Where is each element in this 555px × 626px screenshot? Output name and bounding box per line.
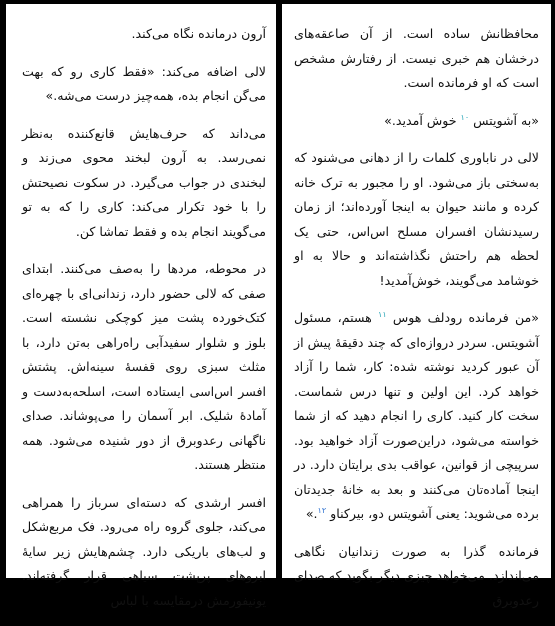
paragraph: افسر ارشدی که دسته‌ای سرباز را همراهی می‌کند، جلوی گروه راه می‌رود. فک مربع‌شکل و لب‌های باریکی دارد. چشم‌هایش زیر سایهٔ ابروهای پرپشت سیاهی قرار گرفته‌اند. یونیفورمش درمقایسه با لباس	[22, 494, 266, 608]
paragraph: محافظانش ساده است. از آن صاعقه‌های درخشان هم خبری نیست. از رفتارش مشخص است که او فرمانده است.	[294, 26, 539, 90]
text-run: «به آشویتس	[469, 112, 539, 128]
text-run: خوش آمدید.»	[384, 112, 461, 128]
paragraph	[294, 306, 539, 527]
right-page-text	[294, 22, 539, 626]
right-page	[282, 4, 551, 608]
text-run: .»	[305, 506, 318, 521]
left-page	[6, 4, 276, 608]
footnote-ref[interactable]: ۱۰	[460, 112, 470, 122]
paragraph	[294, 109, 539, 134]
footnote-ref[interactable]: ۱۲	[317, 505, 327, 515]
paragraph: می‌داند که حرف‌هایش قانع‌کننده به‌نظر نمی‌رسد. به آرون لبخند محوی می‌زند و لبخندی در جواب می‌گیرد. در سکوت نصیحتش را با خود تکرار می‌کند: کاری را که به تو می‌گویند انجام بده و فقط تماشا کن.	[22, 125, 266, 239]
paragraph: در محوطه، مردها را به‌صف می‌کنند. ابتدای صفی که لالی حضور دارد، زندانی‌ای با چهره‌ای کتک‌خورده پشت میز کوچکی نشسته است. بلوز و شلوار سفیدآبی راه‌راهی به‌تن دارد، با مثلث سبزی روی قفسهٔ سینه‌اش. پشتش افسر اس‌اسی ایستاده است، اسلحه‌به‌دست و آمادهٔ شلیک. ابر آسمان را می‌پوشاند. صدای ناگهانی رعدوبرق از دور شنیده می‌شود. همه منتظر هستند.	[22, 261, 266, 472]
paragraph: لالی اضافه می‌کند: «فقط کاری رو که بهت می‌گن انجام بده، همه‌چیز درست می‌شه.»	[22, 63, 266, 103]
paragraph: فرمانده گذرا به صورت زندانیان نگاهی می‌اندازد. می‌خواهد چیزی دیگر بگوید که صدای رعدوبرق	[294, 543, 539, 608]
paragraph: آرون درمانده نگاه می‌کند.	[131, 26, 266, 41]
text-run: هستم، مسئول آشویتس. سردر دروازه‌ای که چند دقیقهٔ پیش از آن عبور کردید نوشته شده: کار، شما را آزاد خواهد کرد. این اولین و تنها درس شماست. سخت کار کنید. کاری را انجام دهید که از شما خواسته می‌شود، دراین‌صورت آزاد خواهید بود. سرپیچی از قوانین، عواقب بدی برایتان دارد. در اینجا آماده‌تان می‌کنند و بعد به خانهٔ جدیدتان برده می‌شوید: یعنی آشویتس دو، بیرکناو	[294, 310, 539, 521]
left-page-text	[22, 22, 266, 626]
footnote-ref[interactable]: ۱۱	[378, 309, 387, 319]
text-run: «من فرمانده رودلف هوس	[386, 310, 539, 325]
paragraph: لالی در ناباوری کلمات را از دهانی می‌شنود که به‌سختی باز می‌شود. او را مجبور به ترک خانه کرده و مانند حیوان به اینجا آورده‌اند؛ از زمان رسیدنشان افسران مسلح اس‌اس، حتی یک لحظه هم راحتش نگذاشته‌اند و حالا به او خوشامد می‌گویند، خوش‌آمدید!	[294, 150, 539, 288]
